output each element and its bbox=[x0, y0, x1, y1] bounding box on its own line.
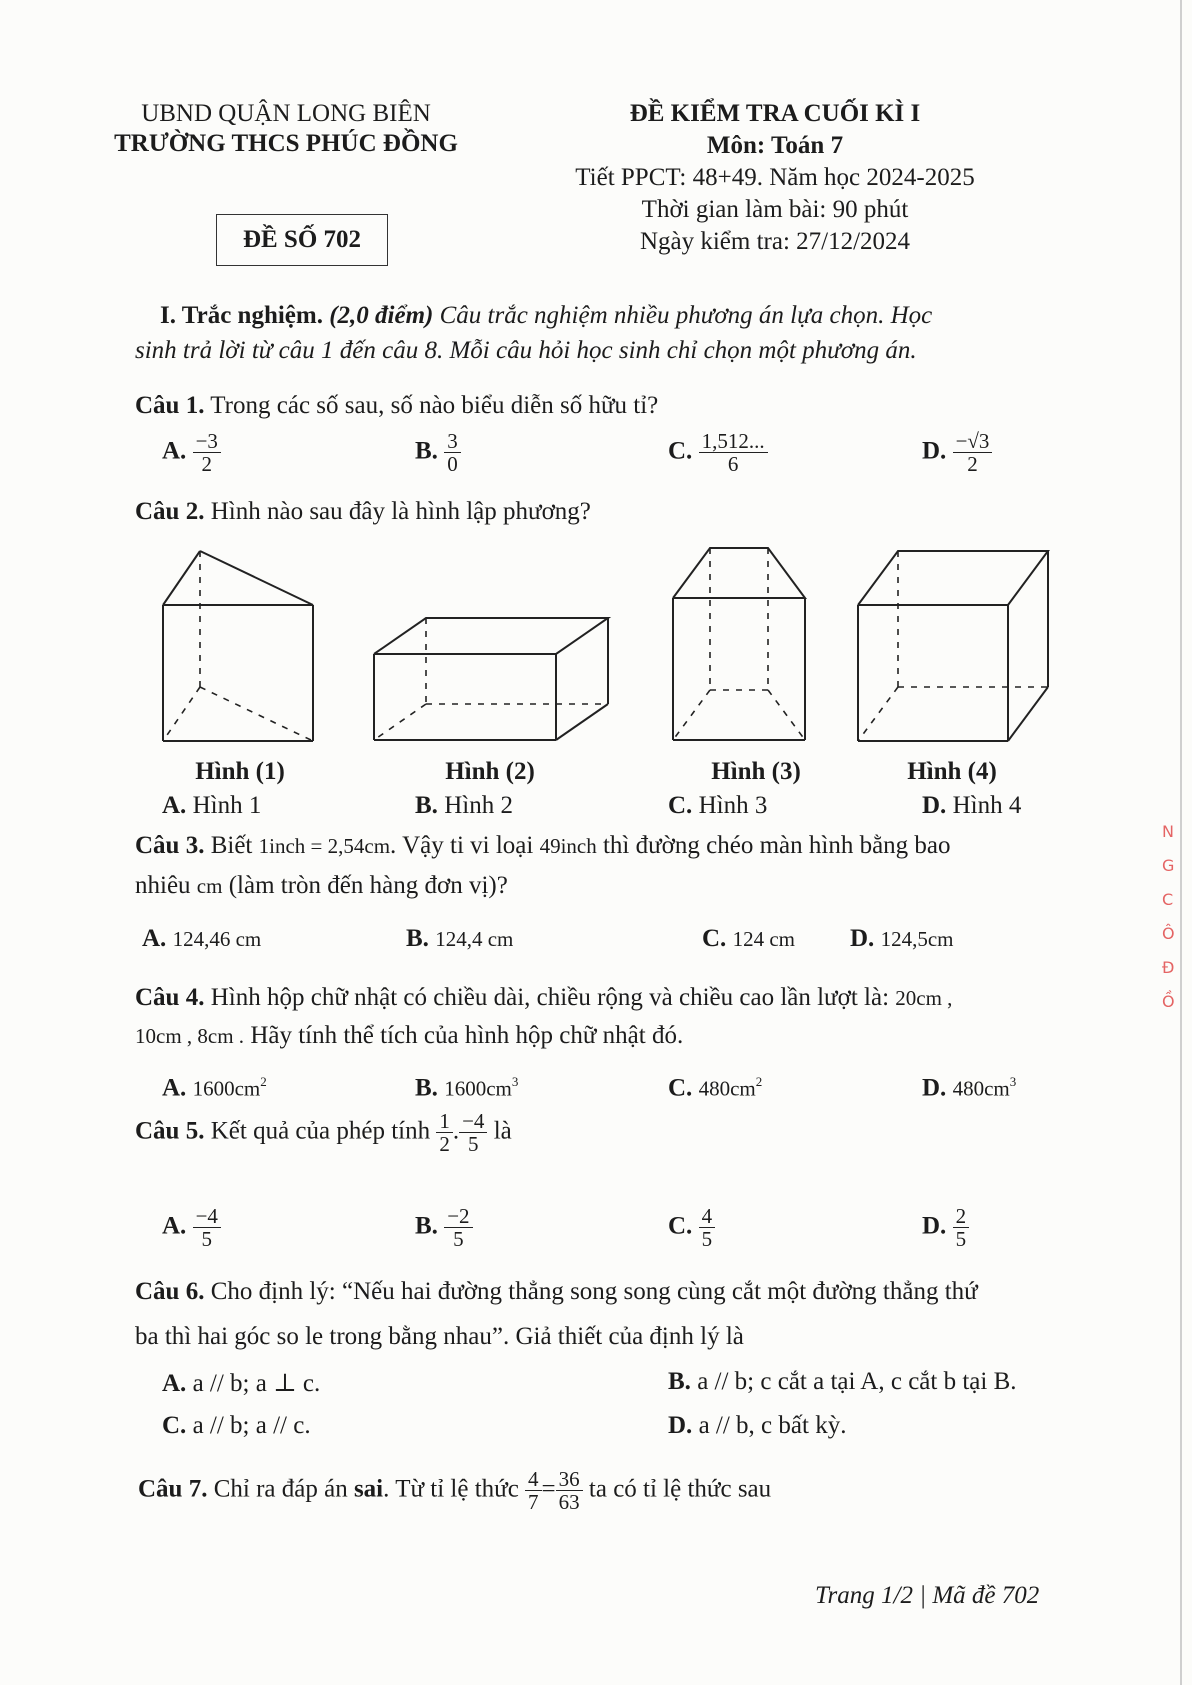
q2-option-a[interactable] bbox=[162, 792, 261, 820]
red-stamp-fragment: NG C Ô ĐỒ bbox=[1162, 822, 1175, 1011]
q1-option-b[interactable] bbox=[415, 430, 461, 475]
q2-option-letter: B. bbox=[415, 792, 438, 819]
q5-option-fraction: $\frac{-2}{5}$ bbox=[444, 1205, 472, 1250]
q4-label: Câu 4. bbox=[135, 984, 205, 1011]
q3-text: . Vậy ti vi loại bbox=[390, 832, 534, 859]
q2-option-letter: D. bbox=[922, 792, 947, 819]
q5-after: là bbox=[493, 1117, 512, 1145]
q1-option-fraction: $\frac{-√3}{2}$ bbox=[953, 430, 993, 475]
q3-text: Biết bbox=[210, 832, 253, 859]
q4-option-letter: A. bbox=[162, 1074, 187, 1102]
q3-text: (làm tròn đến hàng đơn vị)? bbox=[228, 872, 508, 899]
q6-option-letter: A. bbox=[162, 1370, 187, 1397]
org-line-2: TRƯỜNG THCS PHÚC ĐỒNG bbox=[114, 130, 458, 157]
q4-option-value: 480cm bbox=[952, 1076, 1010, 1101]
q3-option-text: 124,5cm bbox=[880, 927, 954, 951]
figure-3-caption: Hình (3) bbox=[711, 758, 801, 785]
q5-option-fraction: $\frac{2}{5}$ bbox=[953, 1205, 970, 1250]
q3-math: 49inch bbox=[539, 834, 597, 858]
question-6-line-2 bbox=[135, 1323, 744, 1351]
q3-option-c[interactable] bbox=[702, 925, 795, 953]
q3-option-letter: D. bbox=[850, 925, 875, 952]
q1-option-letter: A. bbox=[162, 437, 187, 465]
q3-option-letter: B. bbox=[406, 925, 429, 952]
question-4-line-2 bbox=[135, 1022, 683, 1050]
q6-option-b[interactable] bbox=[668, 1368, 1017, 1396]
question-5 bbox=[135, 1110, 512, 1155]
q3-text: nhiêu bbox=[135, 872, 191, 899]
q6-option-text: a // b, c bất kỳ. bbox=[698, 1412, 847, 1439]
figure-1-caption: Hình (1) bbox=[195, 758, 285, 785]
q7-fraction-1: $\frac{4}{7}$ bbox=[525, 1468, 542, 1513]
q4-text: Hình hộp chữ nhật có chiều dài, chiều rộng và chiều cao lần lượt là: bbox=[210, 984, 890, 1011]
q5-option-c[interactable] bbox=[668, 1205, 715, 1250]
q3-option-text: 124,46 cm bbox=[172, 927, 262, 951]
q5-option-letter: C. bbox=[668, 1212, 693, 1240]
q2-option-letter: A. bbox=[162, 792, 187, 819]
q6-text: ba thì hai góc so le trong bằng nhau”. Giả thiết của định lý là bbox=[135, 1323, 744, 1350]
q6-option-letter: D. bbox=[668, 1412, 693, 1439]
q4-option-exponent: 2 bbox=[755, 1074, 763, 1089]
q4-math: 10cm , 8cm . bbox=[135, 1024, 245, 1048]
q5-dot: . bbox=[452, 1117, 460, 1145]
q7-text: . Từ tỉ lệ thức bbox=[383, 1475, 519, 1503]
figure-2-caption: Hình (2) bbox=[445, 758, 535, 785]
q2-option-d[interactable] bbox=[922, 792, 1021, 820]
section-1-line-2 bbox=[135, 337, 917, 365]
exam-code-box: ĐỀ SỐ 702 bbox=[216, 214, 388, 266]
q4-option-value: 1600cm bbox=[192, 1076, 261, 1101]
q4-option-a[interactable] bbox=[162, 1074, 267, 1102]
question-3-line-2 bbox=[135, 872, 508, 900]
figure-4-caption: Hình (4) bbox=[907, 758, 997, 785]
q6-text: Cho định lý: “Nếu hai đường thẳng song song cùng cắt một đường thẳng thứ bbox=[210, 1278, 978, 1305]
section-1-title: I. Trắc nghiệm. bbox=[160, 302, 323, 329]
section-1-instr-1: Câu trắc nghiệm nhiều phương án lựa chọn. Học bbox=[439, 302, 933, 329]
q1-option-letter: C. bbox=[668, 437, 693, 465]
question-4-line-1 bbox=[135, 984, 952, 1012]
figure-4-cube bbox=[852, 545, 1052, 745]
q5-fraction-1: $\frac{1}{2}$ bbox=[436, 1110, 453, 1155]
q5-fraction-2: $\frac{-4}{5}$ bbox=[459, 1110, 487, 1155]
q6-option-c[interactable] bbox=[162, 1412, 311, 1440]
figure-1-triangular-prism bbox=[150, 545, 320, 745]
q4-option-letter: C. bbox=[668, 1074, 693, 1102]
q2-option-c[interactable] bbox=[668, 792, 767, 820]
q1-label: Câu 1. bbox=[135, 392, 205, 419]
org-line-1: UBND QUẬN LONG BIÊN bbox=[141, 100, 431, 127]
q3-option-text: 124 cm bbox=[732, 927, 795, 951]
question-6-line-1 bbox=[135, 1278, 978, 1306]
q4-option-b[interactable] bbox=[415, 1074, 518, 1102]
q3-option-text: 124,4 cm bbox=[435, 927, 514, 951]
q5-option-letter: D. bbox=[922, 1212, 947, 1240]
q4-option-d[interactable] bbox=[922, 1074, 1016, 1102]
q3-option-letter: A. bbox=[142, 925, 167, 952]
q7-fraction-2: $\frac{36}{63}$ bbox=[556, 1468, 583, 1513]
q6-option-a[interactable] bbox=[162, 1368, 320, 1398]
exam-title: ĐỀ KIỂM TRA CUỐI KÌ I bbox=[629, 100, 921, 127]
q5-option-fraction: $\frac{-4}{5}$ bbox=[193, 1205, 221, 1250]
q4-text: Hãy tính thể tích của hình hộp chữ nhật đó. bbox=[250, 1022, 684, 1049]
q4-option-c[interactable] bbox=[668, 1074, 762, 1102]
q4-option-letter: B. bbox=[415, 1074, 438, 1102]
q2-text: Hình nào sau đây là hình lập phương? bbox=[210, 498, 591, 525]
q7-text: ta có tỉ lệ thức sau bbox=[588, 1475, 772, 1503]
q1-option-a[interactable] bbox=[162, 430, 221, 475]
q4-option-exponent: 3 bbox=[1009, 1074, 1017, 1089]
q3-label: Câu 3. bbox=[135, 832, 205, 859]
q6-option-d[interactable] bbox=[668, 1412, 846, 1440]
q5-option-fraction: $\frac{4}{5}$ bbox=[699, 1205, 716, 1250]
q5-option-letter: A. bbox=[162, 1212, 187, 1240]
q3-option-d[interactable] bbox=[850, 925, 953, 953]
q1-option-d[interactable] bbox=[922, 430, 992, 475]
q6-option-letter: B. bbox=[668, 1368, 691, 1395]
q2-option-text: Hình 1 bbox=[192, 792, 262, 819]
section-1-line-1 bbox=[160, 302, 932, 330]
q5-text: Kết quả của phép tính bbox=[210, 1117, 431, 1145]
q3-option-b[interactable] bbox=[406, 925, 513, 953]
exam-period: Tiết PPCT: 48+49. Năm học 2024-2025 bbox=[575, 164, 975, 191]
q1-text: Trong các số sau, số nào biểu diễn số hữu tỉ? bbox=[210, 392, 659, 419]
q2-option-text: Hình 2 bbox=[444, 792, 513, 819]
q1-option-c[interactable] bbox=[668, 430, 768, 475]
q5-option-b[interactable] bbox=[415, 1205, 473, 1250]
figure-2-cuboid bbox=[368, 610, 618, 745]
q2-label: Câu 2. bbox=[135, 498, 205, 525]
figure-3-prism bbox=[665, 540, 810, 745]
q4-option-exponent: 3 bbox=[511, 1074, 519, 1089]
q1-option-fraction: $\frac{1,512...}{6}$ bbox=[699, 430, 768, 475]
q3-option-a[interactable] bbox=[142, 925, 261, 953]
q1-option-letter: D. bbox=[922, 437, 947, 465]
question-3-line-1 bbox=[135, 832, 951, 860]
q6-label: Câu 6. bbox=[135, 1278, 205, 1305]
q6-option-text: a // b; a ⊥ c. bbox=[192, 1370, 321, 1397]
q5-option-letter: B. bbox=[415, 1212, 438, 1240]
q4-option-exponent: 2 bbox=[260, 1074, 267, 1089]
q5-label: Câu 5. bbox=[135, 1117, 205, 1145]
q7-label: Câu 7. bbox=[138, 1475, 208, 1503]
q2-option-b[interactable] bbox=[415, 792, 513, 820]
q5-option-d[interactable] bbox=[922, 1205, 969, 1250]
q4-option-value: 1600cm bbox=[444, 1076, 512, 1101]
question-1 bbox=[135, 392, 658, 420]
q1-option-fraction: $\frac{3}{0}$ bbox=[444, 430, 461, 475]
page-edge-shadow bbox=[1180, 0, 1182, 1685]
q3-option-letter: C. bbox=[702, 925, 727, 952]
exam-date: Ngày kiểm tra: 27/12/2024 bbox=[639, 228, 911, 255]
q4-math: 20cm , bbox=[895, 986, 953, 1010]
section-1-points: (2,0 điểm) bbox=[329, 302, 434, 329]
q7-text: Chỉ ra đáp án bbox=[213, 1475, 348, 1503]
q6-option-text: a // b; a // c. bbox=[192, 1412, 311, 1439]
q6-option-text: a // b; c cắt a tại A, c cắt b tại B. bbox=[697, 1368, 1017, 1395]
q6-option-letter: C. bbox=[162, 1412, 187, 1439]
q1-option-letter: B. bbox=[415, 437, 438, 465]
q3-text: thì đường chéo màn hình bằng bao bbox=[602, 832, 951, 859]
q3-math: cm bbox=[196, 874, 223, 898]
q7-text-bold: sai bbox=[353, 1475, 384, 1503]
q2-option-text: Hình 4 bbox=[952, 792, 1022, 819]
q1-option-fraction: $\frac{-3}{2}$ bbox=[193, 430, 221, 475]
question-7 bbox=[138, 1468, 771, 1513]
q5-option-a[interactable] bbox=[162, 1205, 221, 1250]
section-1-instr-2: sinh trả lời từ câu 1 đến câu 8. Mỗi câu hỏi học sinh chỉ chọn một phương án. bbox=[135, 337, 917, 364]
q4-option-value: 480cm bbox=[698, 1076, 756, 1101]
q3-math: 1inch = 2,54cm bbox=[258, 834, 391, 858]
q7-equals: = bbox=[541, 1475, 556, 1503]
page-footer: Trang 1/2 | Mã đề 702 bbox=[815, 1582, 1040, 1609]
exam-duration: Thời gian làm bài: 90 phút bbox=[641, 196, 909, 223]
exam-subject: Môn: Toán 7 bbox=[706, 132, 844, 159]
q4-option-letter: D. bbox=[922, 1074, 947, 1102]
q2-option-letter: C. bbox=[668, 792, 693, 819]
q2-option-text: Hình 3 bbox=[698, 792, 768, 819]
question-2 bbox=[135, 498, 591, 526]
